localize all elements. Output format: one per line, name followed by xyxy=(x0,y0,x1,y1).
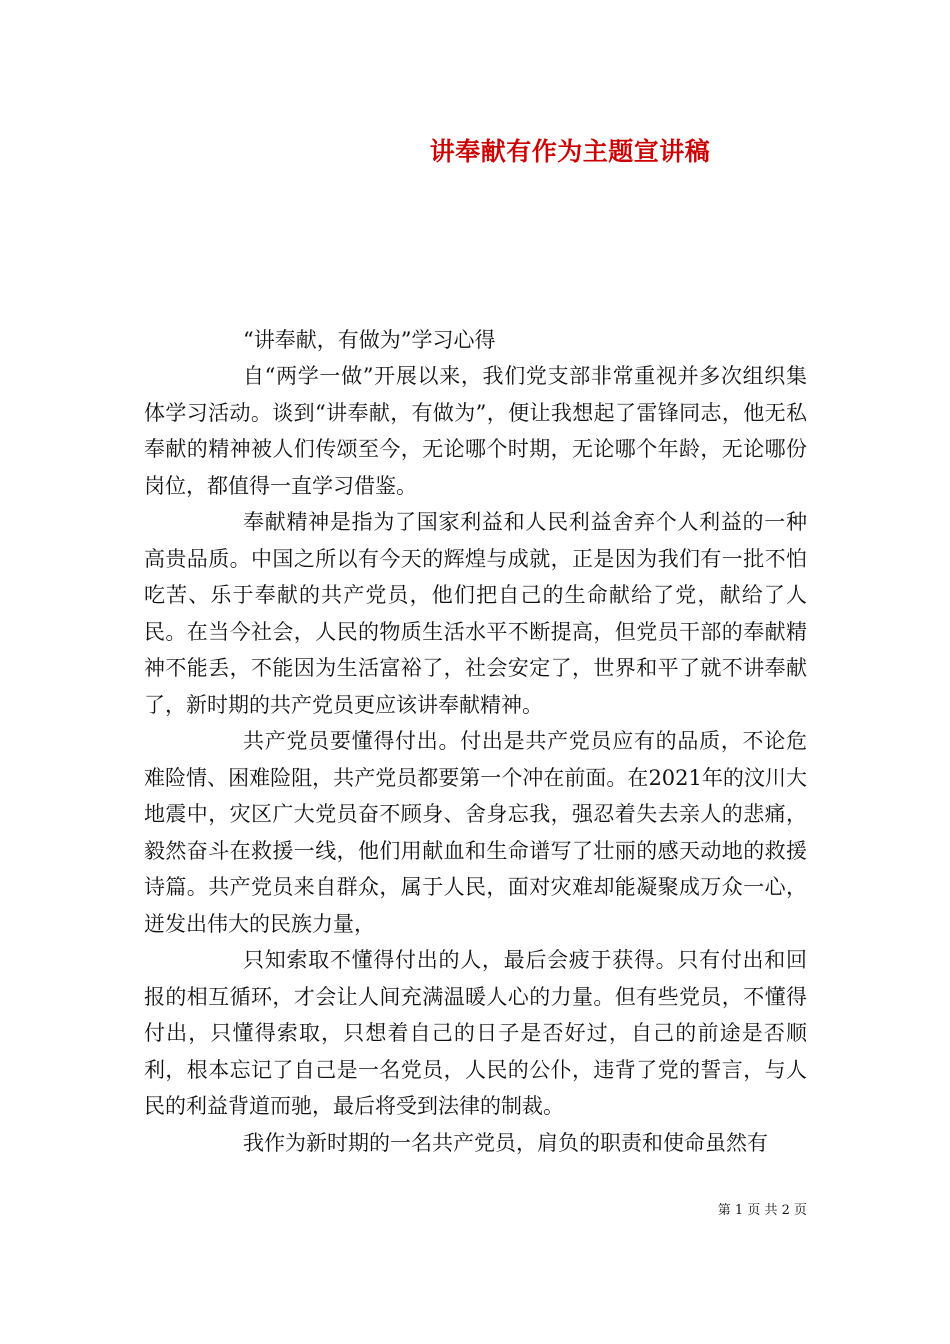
page-number: 第 1 页 共 2 页 xyxy=(717,1203,807,1218)
body-paragraph: 我作为新时期的一名共产党员，肩负的职责和使命虽然有 xyxy=(243,1130,768,1155)
document-body xyxy=(144,358,807,1161)
body-paragraph: 自“两学一做”开展以来，我们党支部非常重视并多次组织集体学习活动。谈到“讲奉献，有做为”，便让我想起了雷锋同志，他无私奉献的精神被人们传颂至今，无论哪个时期，无论哪个年龄，无论哪份岗位，都值得一直学习借鉴。 xyxy=(144,364,807,498)
document-title: 讲奉献有作为主题宣讲稿 xyxy=(429,137,711,166)
document-subtitle: “讲奉献，有做为”学习心得 xyxy=(243,328,496,352)
body-paragraph: 只知索取不懂得付出的人，最后会疲于获得。只有付出和回报的相互循环，才会让人间充满温暖人心的力量。但有些党员，不懂得付出，只懂得索取，只想着自己的日子是否好过，自己的前途是否顺利，根本忘记了自己是一名党员，人民的公仆，违背了党的誓言，与人民的利益背道而驰，最后将受到法律的制裁。 xyxy=(144,948,807,1118)
body-paragraph: 奉献精神是指为了国家利益和人民利益舍弃个人利益的一种高贵品质。中国之所以有今天的辉煌与成就，正是因为我们有一批不怕吃苦、乐于奉献的共产党员，他们把自己的生命献给了党，献给了人民。在当今社会，人民的物质生活水平不断提高，但党员干部的奉献精神不能丢，不能因为生活富裕了，社会安定了，世界和平了就不讲奉献了，新时期的共产党员更应该讲奉献精神。 xyxy=(144,510,807,717)
body-paragraph: 共产党员要懂得付出。付出是共产党员应有的品质，不论危难险情、困难险阻，共产党员都要第一个冲在前面。在2021年的汶川大地震中，灾区广大党员奋不顾身、舍身忘我，强忍着失去亲人的悲痛，毅然奋斗在救援一线，他们用献血和生命谱写了壮丽的感天动地的救援诗篇。共产党员来自群众，属于人民，面对灾难却能凝聚成万众一心，迸发出伟大的民族力量， xyxy=(144,729,807,936)
